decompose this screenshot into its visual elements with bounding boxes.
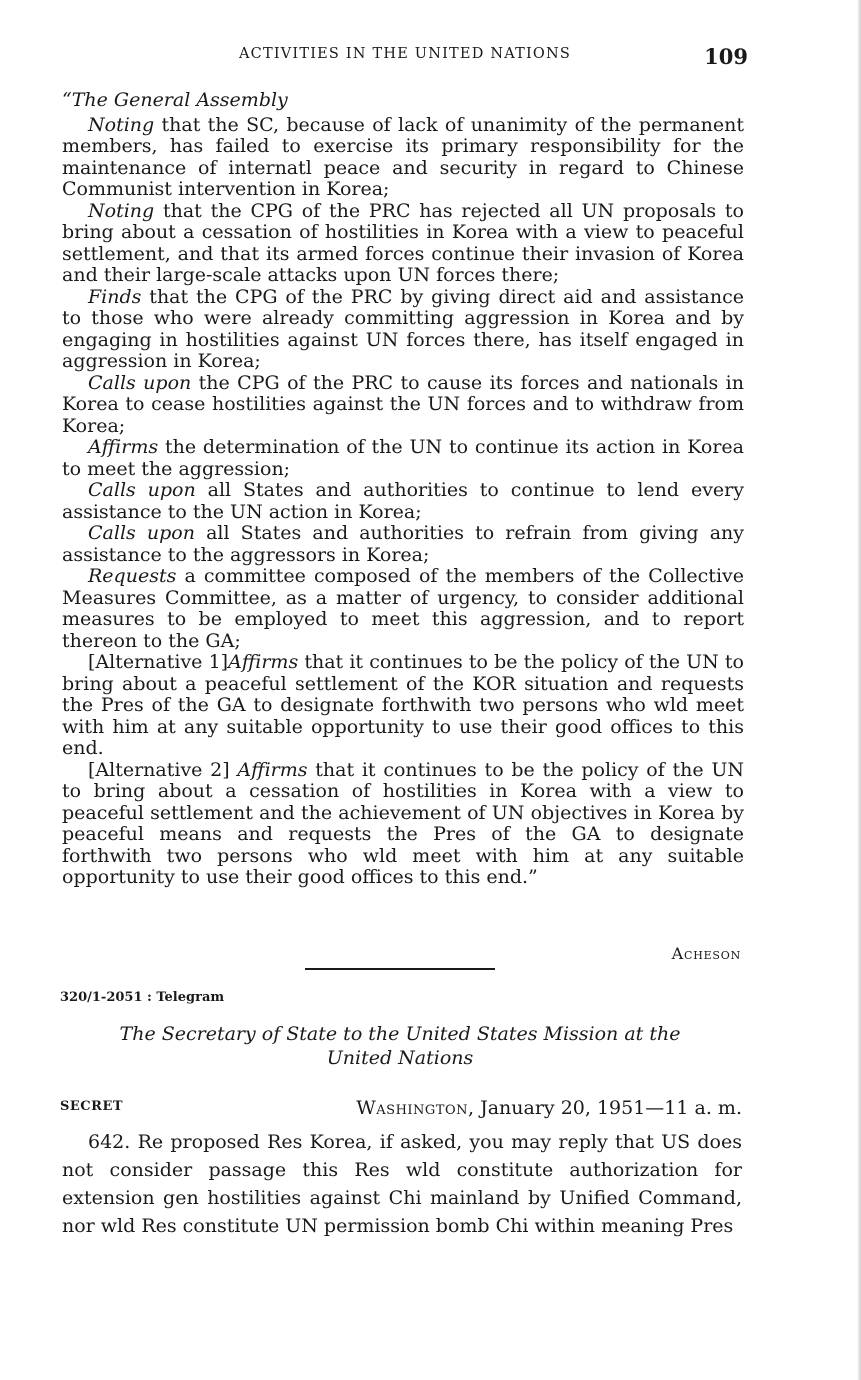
signature: Acheson bbox=[671, 944, 741, 963]
resolution-paragraph-alternative-2 bbox=[62, 760, 744, 889]
paragraph-text: that the CPG of the PRC by giving direct aid and assistance to those who were already committing aggression in Korea and by engaging in hostilities against UN forces there, has itself engaged in aggression in Korea; bbox=[62, 285, 744, 372]
resolution-paragraph bbox=[62, 115, 744, 201]
paragraph-lead: Requests bbox=[88, 565, 177, 587]
resolution-paragraph bbox=[62, 287, 744, 373]
paragraph-lead: Noting bbox=[88, 113, 155, 136]
paragraph-text: the CPG of the PRC to cause its forces and nationals in Korea to cease hostilities against the UN forces and to withdraw from Korea; bbox=[62, 371, 744, 437]
dateline bbox=[60, 1097, 742, 1121]
section-divider bbox=[305, 968, 495, 970]
resolution-paragraph bbox=[62, 566, 744, 652]
paragraph-text: all States and authorities to continue to lend every assistance to the UN action in Korea; bbox=[62, 479, 744, 523]
dateline-place: Washington bbox=[356, 1097, 469, 1119]
running-title: ACTIVITIES IN THE UNITED NATIONS bbox=[238, 46, 572, 62]
classification-label: SECRET bbox=[60, 1099, 124, 1114]
dateline-date: , January 20, 1951—11 a. m. bbox=[468, 1097, 742, 1119]
paragraph-text: that the CPG of the PRC has rejected all UN proposals to bring about a cessation of hostilities in Korea with a view to peaceful settlement, and that its armed forces continue their invasion of Korea and their large-scale attacks upon UN forces there; bbox=[62, 199, 744, 286]
document-heading bbox=[80, 1022, 720, 1070]
resolution-paragraph bbox=[62, 373, 744, 438]
place-and-date bbox=[356, 1097, 742, 1119]
paragraph-lead: Noting bbox=[88, 199, 155, 222]
paragraph-lead: Finds bbox=[88, 285, 142, 308]
document-heading-line-2: United Nations bbox=[326, 1047, 474, 1069]
paragraph-lead: Calls upon bbox=[88, 479, 196, 501]
paragraph-text: the determination of the UN to continue its action in Korea to meet the aggression; bbox=[62, 436, 744, 480]
resolution-paragraph bbox=[62, 437, 744, 480]
resolution-paragraph bbox=[62, 480, 744, 523]
resolution-text bbox=[62, 90, 744, 889]
paragraph-text: that it continues to be the policy of the UN to bring about a cessation of hostilities in Korea with a view to peaceful settlement and the achievement of UN objectives in Korea by peaceful means and requests the Pres of the GA to designate forthwith two persons who wld meet with him at any suitable opportunity to use their good offices to this end.” bbox=[62, 758, 744, 888]
alternative-prefix: [Alternative 1] bbox=[88, 651, 229, 673]
document-heading-line-1: The Secretary of State to the United States Mission at the bbox=[119, 1023, 681, 1045]
paragraph-lead: Calls upon bbox=[88, 371, 192, 394]
running-head bbox=[60, 44, 750, 70]
paragraph-text: all States and authorities to refrain from giving any assistance to the aggressors in Korea; bbox=[62, 522, 745, 566]
page-number: 109 bbox=[704, 44, 748, 69]
paragraph-lead: Affirms bbox=[88, 436, 159, 458]
paragraph-text: that the SC, because of lack of unanimity of the permanent members, has failed to exercise its primary responsibility for the maintenance of internatl peace and security in regard to Chinese Communist intervention in Korea; bbox=[62, 113, 744, 200]
paragraph-text: that it continues to be the policy of the UN to bring about a peaceful settlement of the KOR situation and requests the Pres of the GA to designate forthwith two persons who wld meet with him at any suitable opportunity to use their good offices to this end. bbox=[62, 651, 744, 759]
file-reference: 320/1-2051 : Telegram bbox=[60, 990, 225, 1005]
message-body: 642. Re proposed Res Korea, if asked, you may reply that US does not consider passage this Res wld constitute authorization for extension gen hostilities against Chi mainland by Unified Command, nor wld Res constitute UN permission bomb Chi within meaning Pres bbox=[62, 1131, 742, 1237]
paragraph-lead: Affirms bbox=[228, 651, 299, 673]
paragraph-lead: Affirms bbox=[237, 758, 308, 781]
resolution-opening: “The General Assembly bbox=[62, 89, 288, 111]
page-edge-shadow bbox=[857, 0, 861, 1380]
resolution-paragraph bbox=[62, 201, 744, 287]
paragraph-text: a committee composed of the members of the Collective Measures Committee, as a matter of urgency, to consider additional measures to be employed to meet this aggression, and to report thereon to the GA; bbox=[62, 565, 744, 652]
alternative-prefix: [Alternative 2] bbox=[88, 758, 238, 781]
resolution-paragraph-alternative-1 bbox=[62, 652, 744, 760]
resolution-paragraph bbox=[62, 523, 744, 566]
paragraph-lead: Calls upon bbox=[88, 522, 195, 544]
